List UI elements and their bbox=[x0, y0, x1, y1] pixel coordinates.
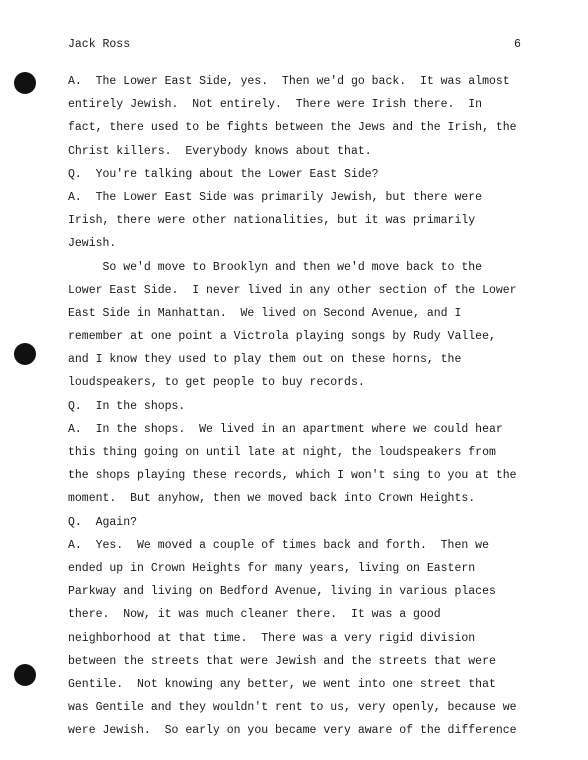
header-interviewee-name: Jack Ross bbox=[68, 38, 131, 51]
transcript-line: there. Now, it was much cleaner there. It was a good bbox=[68, 608, 441, 622]
transcript-line: A. The Lower East Side was primarily Jewish, but there were bbox=[68, 190, 483, 204]
transcript-line: Q. Again? bbox=[68, 515, 138, 529]
transcript-line: So we'd move to Brooklyn and then we'd move back to the bbox=[68, 260, 483, 274]
transcript-line: and I know they used to play them out on these horns, the bbox=[68, 353, 462, 367]
transcript-body bbox=[68, 70, 576, 742]
transcript-line: between the streets that were Jewish and the streets that were bbox=[68, 654, 496, 668]
transcript-line: A. In the shops. We lived in an apartment where we could hear bbox=[68, 422, 503, 436]
transcript-line: Gentile. Not knowing any better, we went into one street that bbox=[68, 677, 496, 691]
transcript-line: moment. But anyhow, then we moved back into Crown Heights. bbox=[68, 492, 476, 506]
transcript-line: this thing going on until late at night, the loudspeakers from bbox=[68, 446, 496, 459]
punch-hole-mark bbox=[14, 343, 36, 365]
transcript-line: A. Yes. We moved a couple of times back and forth. Then we bbox=[68, 538, 489, 552]
transcript-line: were Jewish. So early on you became very aware of the difference bbox=[68, 724, 517, 738]
transcript-line: the shops playing these records, which I won't sing to you at the bbox=[68, 469, 517, 483]
transcript-line: was Gentile and they wouldn't rent to us, very openly, because we bbox=[68, 701, 517, 715]
transcript-line: remember at one point a Victrola playing songs by Rudy Vallee, bbox=[68, 330, 496, 344]
transcript-line: ended up in Crown Heights for many years, living on Eastern bbox=[68, 561, 476, 575]
transcript-line: Q. In the shops. bbox=[68, 399, 186, 413]
transcript-line: East Side in Manhattan. We lived on Second Avenue, and I bbox=[68, 306, 462, 320]
transcript-line: loudspeakers, to get people to buy records. bbox=[68, 376, 365, 390]
transcript-line: Parkway and living on Bedford Avenue, living in various places bbox=[68, 585, 496, 599]
transcript-line: Christ killers. Everybody knows about that. bbox=[68, 144, 372, 158]
transcript-line: entirely Jewish. Not entirely. There were Irish there. In bbox=[68, 98, 483, 112]
punch-hole-mark bbox=[14, 72, 36, 94]
transcript-line: neighborhood at that time. There was a very rigid division bbox=[68, 631, 476, 645]
transcript-line: Q. You're talking about the Lower East Side? bbox=[68, 167, 379, 181]
transcript-line: Jewish. bbox=[68, 237, 117, 251]
transcript-line: A. The Lower East Side, yes. Then we'd go back. It was almost bbox=[68, 75, 510, 88]
transcript-line: Irish, there were other nationalities, but it was primarily bbox=[68, 214, 476, 228]
transcript-line: fact, there used to be fights between the Jews and the Irish, the bbox=[68, 121, 517, 135]
transcript-line: Lower East Side. I never lived in any other section of the Lower bbox=[68, 283, 517, 297]
page-number: 6 bbox=[514, 38, 521, 51]
punch-hole-mark bbox=[14, 664, 36, 686]
